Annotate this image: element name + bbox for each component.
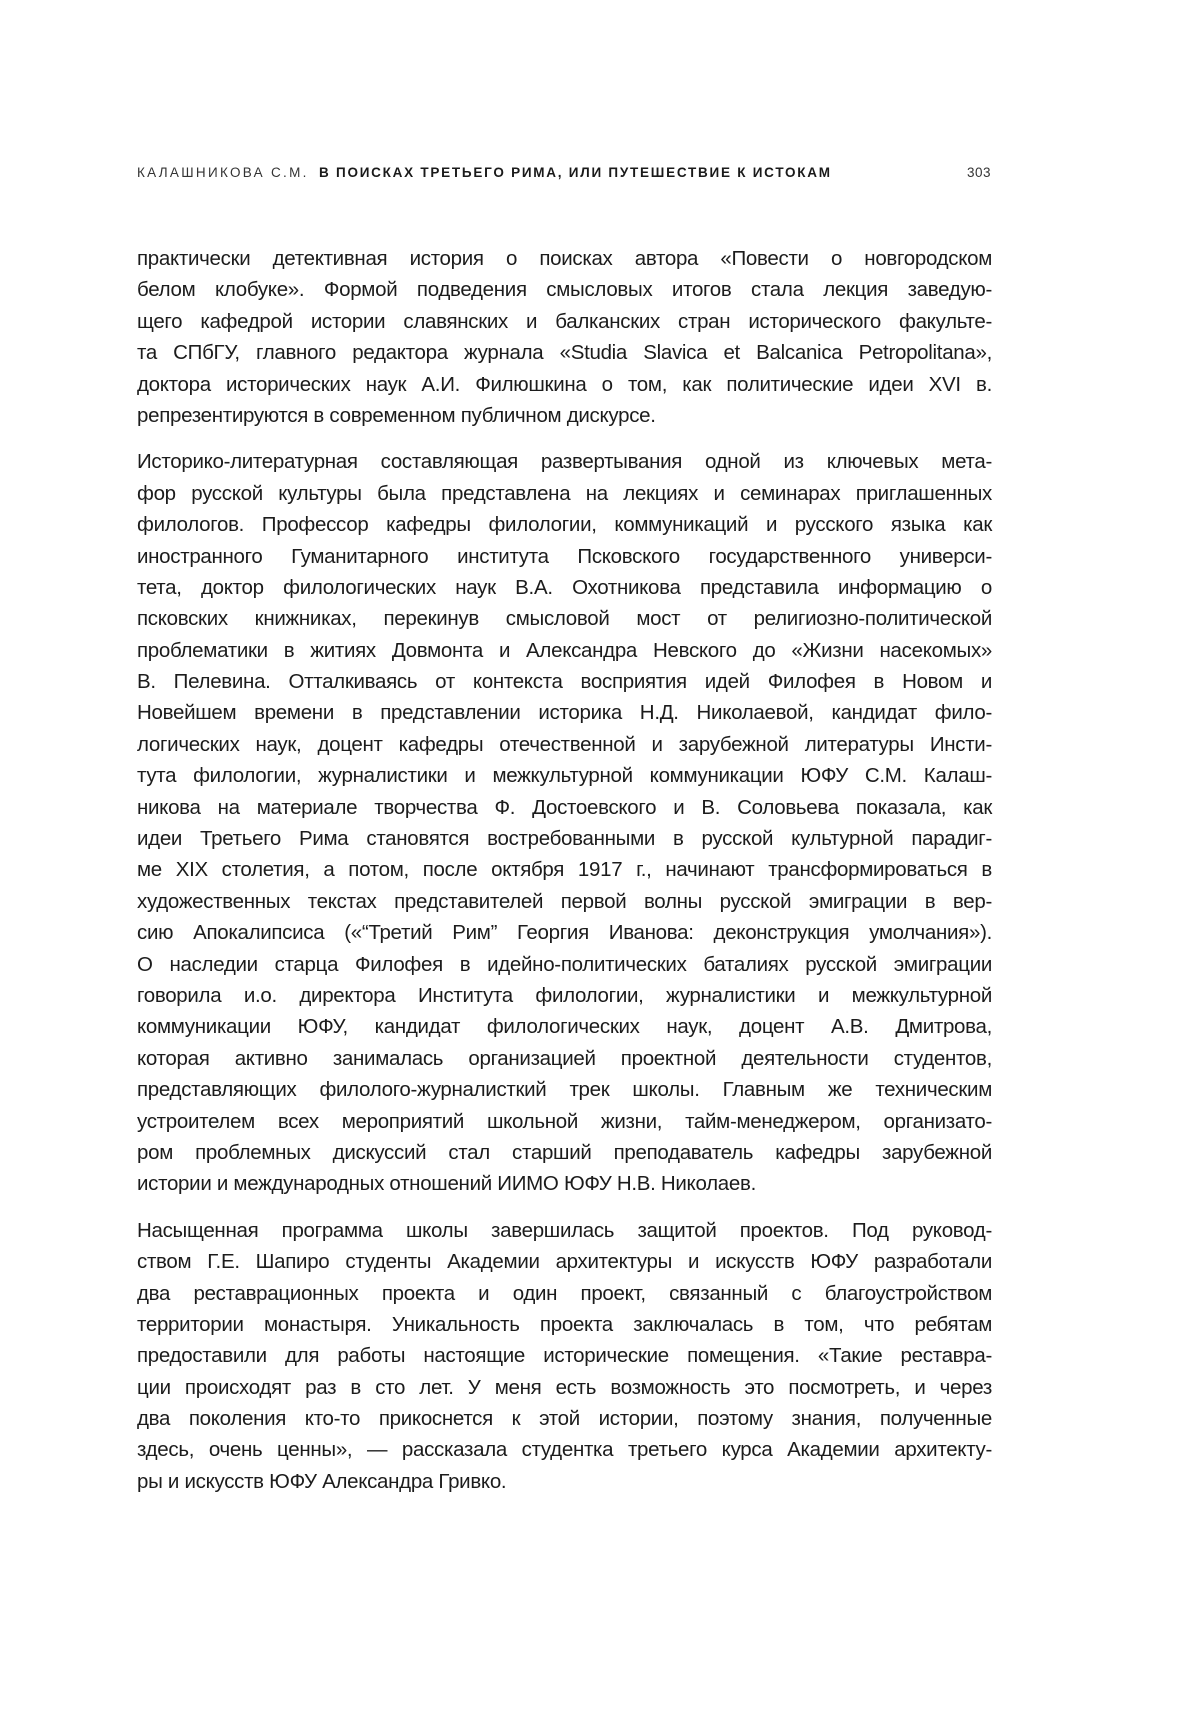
text-line: белом клобуке». Формой подведения смысловых итогов стала лекция заведую- — [137, 278, 992, 302]
paragraph-3 — [137, 1215, 992, 1498]
text-line: филологов. Профессор кафедры филологии, коммуникаций и русского языка как — [137, 513, 992, 537]
text-line: та СПбГУ, главного редактора журнала «Studia Slavica et Balcanica Petropolitana», — [137, 341, 992, 365]
text-line: два поколения кто-то прикоснется к этой истории, поэтому знания, полученные — [137, 1407, 992, 1431]
text-line: щего кафедрой истории славянских и балканских стран исторического факульте- — [137, 309, 992, 333]
text-line: практически детективная история о поисках автора «Повести о новгородском — [137, 247, 992, 270]
text-line: В. Пелевина. Отталкиваясь от контекста восприятия идей Филофея в Новом и — [137, 670, 992, 694]
text-line: истории и международных отношений ИИМО ЮФУ Н.В. Николаев. — [137, 1172, 756, 1196]
text-line: проблематики в житиях Довмонта и Александра Невского до «Жизни насекомых» — [137, 638, 992, 662]
text-line: ции происходят раз в сто лет. У меня есть возможность это посмотреть, и через — [137, 1375, 992, 1399]
text-line: ром проблемных дискуссий стал старший преподаватель кафедры зарубежной — [137, 1140, 992, 1164]
header-article-title: В ПОИСКАХ ТРЕТЬЕГО РИМА, ИЛИ ПУТЕШЕСТВИЕ К ИСТОКАМ — [319, 165, 832, 180]
text-line: ме XIX столетия, а потом, после октября 1917 г., начинают трансформироваться в — [137, 858, 992, 882]
paragraph-2 — [137, 446, 992, 1199]
text-line: Историко-литературная составляющая развертывания одной из ключевых мета- — [137, 450, 992, 474]
text-line: говорила и.о. директора Института филологии, журналистики и межкультурной — [137, 983, 992, 1007]
text-line: О наследии старца Филофея в идейно-политических баталиях русской эмиграции — [137, 952, 992, 976]
text-line: коммуникации ЮФУ, кандидат филологических наук, доцент А.В. Дмитрова, — [137, 1015, 992, 1039]
text-line: псковских книжниках, перекинув смысловой мост от религиозно-политической — [137, 607, 992, 631]
text-line: репрезентируются в современном публичном дискурсе. — [137, 403, 656, 427]
text-line: сию Апокалипсиса («“Третий Рим” Георгия Иванова: деконструкция умолчания»). — [137, 921, 992, 945]
header-author: КАЛАШНИКОВА С.М. — [137, 165, 309, 180]
text-line: представляющих филолого-журналисткий трек школы. Главным же техническим — [137, 1078, 992, 1102]
text-line: Насыщенная программа школы завершилась защитой проектов. Под руковод- — [137, 1218, 992, 1242]
text-line: ры и искусств ЮФУ Александра Гривко. — [137, 1469, 507, 1493]
text-line: никова на материале творчества Ф. Достоевского и В. Соловьева показала, как — [137, 795, 992, 819]
text-line: территории монастыря. Уникальность проекта заключалась в том, что ребятам — [137, 1312, 992, 1336]
page-number: 303 — [966, 165, 991, 180]
text-line: художественных текстах представителей первой волны русской эмиграции в вер- — [137, 889, 992, 913]
text-line: ством Г.Е. Шапиро студенты Академии архитектуры и искусств ЮФУ разработали — [137, 1250, 992, 1274]
text-line: иностранного Гуманитарного института Псковского государственного универси- — [137, 544, 992, 568]
text-line: тута филологии, журналистики и межкультурной коммуникации ЮФУ С.М. Калаш- — [137, 764, 992, 788]
text-line: Новейшем времени в представлении историка Н.Д. Николаевой, кандидат фило- — [137, 701, 992, 725]
body-text — [137, 243, 992, 1512]
text-line: фор русской культуры была представлена на лекциях и семинарах приглашенных — [137, 481, 992, 505]
text-line: идеи Третьего Рима становятся востребованными в русской культурной парадиг- — [137, 827, 992, 851]
text-line: тета, доктор филологических наук В.А. Охотникова представила информацию о — [137, 575, 992, 599]
running-header — [137, 165, 991, 187]
paragraph-1 — [137, 243, 992, 431]
text-line: предоставили для работы настоящие исторические помещения. «Такие реставра- — [137, 1344, 992, 1368]
text-line: два реставрационных проекта и один проект, связанный с благоустройством — [137, 1281, 992, 1305]
text-line: здесь, очень ценны», — рассказала студентка третьего курса Академии архитекту- — [137, 1438, 992, 1462]
text-line: устроителем всех мероприятий школьной жизни, тайм-менеджером, организато- — [137, 1109, 992, 1133]
text-line: логических наук, доцент кафедры отечественной и зарубежной литературы Инсти- — [137, 732, 992, 756]
text-line: доктора исторических наук А.И. Филюшкина о том, как политические идеи XVI в. — [137, 372, 992, 396]
text-line: которая активно занималась организацией проектной деятельности студентов, — [137, 1046, 992, 1070]
